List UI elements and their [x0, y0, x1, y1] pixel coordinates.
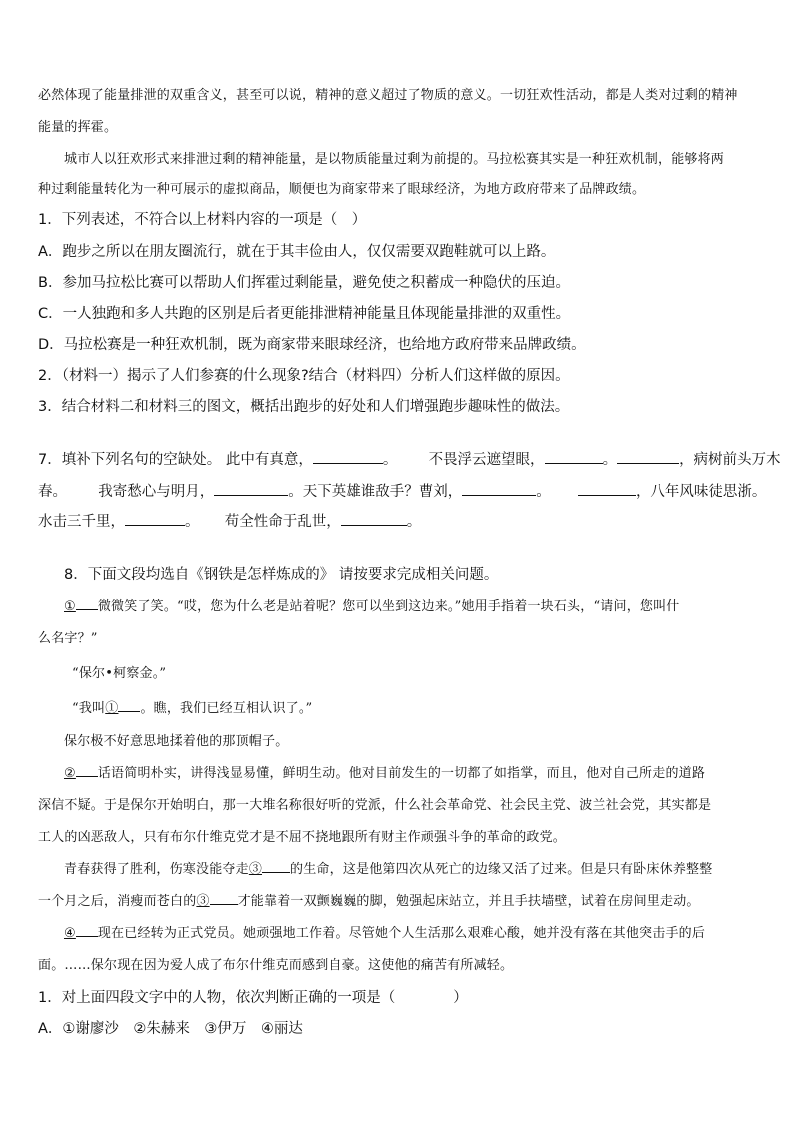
option-d: D．马拉松赛是一种狂欢机制，既为商家带来眼球经济，也给地方政府带来品牌政绩。 [38, 337, 586, 353]
answer-blank[interactable] [125, 513, 185, 526]
question-2: 2．（材料一）揭示了人们参赛的什么现象?结合（材料四）分析人们这样做的原因。 [38, 368, 570, 384]
q7-period: 。 [382, 452, 398, 468]
q8-paragraph-4-cont: 面。……保尔现在因为爱人成了布尔什维克而感到自豪。这使他的痛苦有所减轻。 [38, 958, 514, 973]
answer-blank[interactable] [210, 892, 238, 905]
answer-blank[interactable] [76, 924, 98, 937]
q7-period: 。 [536, 484, 551, 500]
q8-paragraph-4 [64, 922, 705, 941]
option-a: A．跑步之所以在朋友圈流行，就在于其丰俭由人，仅仅需要双跑鞋就可以上路。 [38, 244, 556, 260]
option-b: B．参加马拉松比赛可以帮助人们挥霍过剩能量，避免使之积蓄成一种隐伏的压迫。 [38, 275, 570, 291]
q8-paragraph-3-cont [38, 890, 700, 909]
q8-paragraph-3 [64, 858, 712, 877]
blank-marker: ③ [248, 862, 263, 877]
q7-period: 。 [602, 452, 618, 468]
question-7-line-2 [38, 480, 766, 501]
text: 。瞧，我们已经互相认识了。” [140, 701, 313, 716]
q8-paragraph-1-cont: 么名字？” [38, 631, 98, 646]
answer-blank[interactable] [578, 483, 636, 496]
text: 微微笑了笑。“哎，您为什么老是站着呢？您可以坐到这边来。”她用手指着一块石头，“请问，您叫什 [97, 599, 680, 614]
q7-sentence: ，病树前头万木 [679, 452, 781, 468]
answer-blank[interactable] [313, 451, 383, 464]
q8-paragraph-2-cont: 深信不疑。于是保尔开始明白，那一大堆名称很好听的党派，什么社会革命党、社会民主党、波兰社会党，其实都是 [38, 798, 712, 813]
blank-marker: ④ [64, 926, 76, 941]
q7-sentence: 我寄愁心与明月， [98, 484, 215, 500]
blank-marker: ③ [196, 894, 210, 909]
q8-paragraph-2-cont: 工人的凶恶敌人，只有布尔什维克党才是不屈不挠地跟所有财主作顽强斗争的革命的政党。 [38, 830, 567, 845]
answer-blank[interactable] [617, 451, 679, 464]
question-7-line-3 [38, 510, 421, 531]
question-1-stem: 1．下列表述，不符合以上材料内容的一项是（ ） [38, 212, 367, 228]
q7-sentence: 春。 [38, 484, 67, 500]
q8-paragraph-1 [64, 595, 680, 614]
q7-sentence: 苟全性命于乱世， [224, 514, 341, 530]
q8-dialogue: “保尔•柯察金。” [72, 666, 167, 681]
q7-sentence: 水击三千里， [38, 514, 125, 530]
q7-sentence: 天下英雄谁敌手？曹刘， [302, 484, 463, 500]
answer-blank[interactable] [214, 483, 288, 496]
text: 青春获得了胜利，伤寒没能夺走 [64, 862, 249, 877]
q8-option-a: A．①谢廖沙 ②朱赫来 ③伊万 ④丽达 [38, 1021, 303, 1037]
text: “我叫 [72, 701, 106, 716]
q7-sentence: 不畏浮云遮望眼， [428, 452, 545, 468]
q8-sub-question-1: 1．对上面四段文字中的人物，依次判断正确的一项是（ ） [38, 990, 468, 1006]
question-3: 3．结合材料二和材料三的图文，概括出跑步的好处和人们增强跑步趣味性的做法。 [38, 399, 570, 415]
answer-blank[interactable] [118, 699, 140, 712]
answer-blank[interactable] [76, 764, 98, 777]
passage-line: 城市人以狂欢形式来排泄过剩的精神能量，是以物质能量过剩为前提的。马拉松赛其实是一种狂欢机制，能够将两 [64, 152, 725, 167]
text: 才能靠着一双颤巍巍的脚，勉强起床站立，并且手扶墙壁，试着在房间里走动。 [237, 894, 700, 909]
q7-period: 。 [185, 514, 200, 530]
blank-marker: ② [64, 766, 76, 781]
blank-marker: ① [64, 599, 76, 614]
passage-line: 种过剩能量转化为一种可展示的虚拟商品，顺便也为商家带来了眼球经济，为地方政府带来了品牌政绩。 [38, 182, 646, 197]
answer-blank[interactable] [262, 860, 290, 873]
q8-dialogue [72, 697, 312, 716]
passage-line: 能量的挥霍。 [38, 120, 118, 135]
answer-blank[interactable] [76, 597, 98, 610]
passage-line: 必然体现了能量排泄的双重含义，甚至可以说，精神的意义超过了物质的意义。一切狂欢性活动，都是人类对过剩的精神 [38, 88, 738, 103]
q7-sentence: ，八年风味徒思浙。 [635, 484, 767, 500]
text: 一个月之后，消瘦而苍白的 [38, 894, 197, 909]
option-c: C．一人独跑和多人共跑的区别是后者更能排泄精神能量且体现能量排泄的双重性。 [38, 306, 571, 322]
blank-marker: ① [105, 701, 119, 716]
q7-period: 。 [288, 484, 303, 500]
q8-paragraph-2 [64, 762, 705, 781]
q7-sentence: 此中有真意， [225, 452, 313, 468]
q7-period: 。 [406, 514, 422, 530]
q8-dialogue: 保尔极不好意思地揉着他的那顶帽子。 [64, 734, 289, 749]
answer-blank[interactable] [341, 513, 407, 526]
text: 现在已经转为正式党员。她顽强地工作着。尽管她个人生活那么艰难心酸，她并没有落在其他突击手的后 [97, 926, 706, 941]
question-7-line-1 [38, 448, 781, 469]
question-8-intro: 8．下面文段均选自《钢铁是怎样炼成的》 请按要求完成相关问题。 [64, 567, 499, 583]
text: 话语简明朴实，讲得浅显易懂，鲜明生动。他对目前发生的一切都了如指掌，而且，他对自己所走的道路 [97, 766, 706, 781]
text: 的生命，这是他第四次从死亡的边缘又活了过来。但是只有卧床休养整整 [290, 862, 713, 877]
answer-blank[interactable] [462, 483, 536, 496]
q7-lead: 7．填补下列名句的空缺处。 [38, 452, 222, 468]
answer-blank[interactable] [545, 451, 603, 464]
